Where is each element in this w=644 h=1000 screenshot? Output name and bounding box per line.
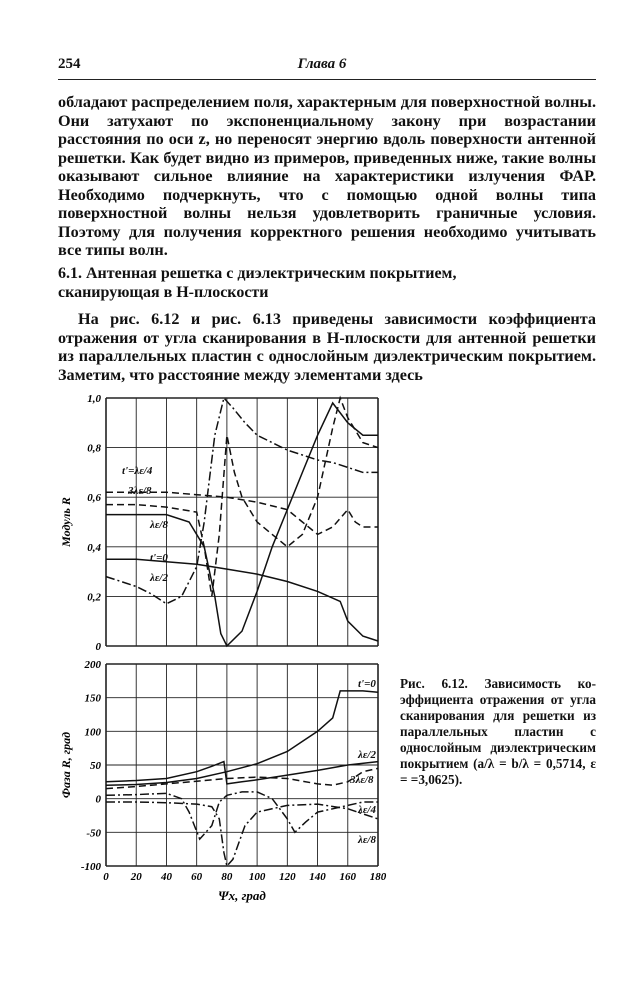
y-axis-label: Фаза R, град xyxy=(59,731,73,799)
y-tick-label: 200 xyxy=(84,659,101,671)
y-tick-label: 100 xyxy=(84,726,101,739)
paragraph-2: На рис. 6.12 и рис. 6.13 приведены зависимости коэффициента отражения от угла сканирования в H-плоскости для антенной решетки из параллельных пластин с однослойным диэлектрическим покрытием. Заметим, что расстояние между элементами здесь xyxy=(58,310,596,384)
y-tick-label: 0,8 xyxy=(87,442,101,455)
y-axis-label: Модуль R xyxy=(59,497,73,547)
series-label: λε/8 xyxy=(358,834,376,846)
paragraph-1: обладают распределением поля, характерным для поверхностной волны. Они затухают по экспоненциальному закону при возрастании расстояния по оси z, но переносят энергию вдоль поверхности антенной решетки. Как будет видно из примеров, приведенных ниже, такие волны оказывают сильное влияние на характеристики излучения ФАР. Необходимо подчеркнуть, что с помощью одной волны типа поверхностной волны нельзя удовлетворить граничные условия. Поэтому для получения корректного решения необходимо учитывать все типы волн. xyxy=(58,93,596,259)
y-tick-label: -100 xyxy=(80,861,101,873)
running-head: Глава 6 xyxy=(297,56,347,72)
header-rule xyxy=(58,79,596,80)
x-tick-label: 120 xyxy=(279,871,296,883)
series-label: 3λε/8 xyxy=(350,774,374,786)
x-tick-label: 100 xyxy=(248,871,266,883)
series-label: 3λε/8 xyxy=(128,485,152,497)
series-label: t'=0 xyxy=(150,552,168,564)
x-tick-label: 140 xyxy=(309,871,326,883)
y-tick-label: 50 xyxy=(90,760,101,772)
series-label: λε/2 xyxy=(358,749,376,761)
series-label: t'=λε/4 xyxy=(122,465,153,477)
x-tick-label: 20 xyxy=(130,871,142,883)
y-tick-label: 0 xyxy=(95,641,101,653)
x-tick-label: 80 xyxy=(221,871,233,883)
series-line xyxy=(106,403,378,646)
section-heading xyxy=(58,264,596,302)
section-heading-line-1: 6.1. Антенная решетка с диэлектрическим покрытием, xyxy=(58,265,457,282)
series-label: λε/8 xyxy=(150,519,168,531)
series-line xyxy=(106,398,378,604)
series-line xyxy=(106,768,378,788)
figure-svg xyxy=(58,388,398,908)
y-tick-label: 0,2 xyxy=(87,591,101,604)
y-tick-label: 150 xyxy=(84,692,101,705)
page-number: 254 xyxy=(58,56,81,72)
series-line xyxy=(106,559,378,641)
x-tick-label: 0 xyxy=(103,871,109,883)
y-tick-label: 0,6 xyxy=(87,492,101,505)
y-tick-label: 0,4 xyxy=(87,541,101,554)
y-tick-label: 0 xyxy=(95,793,101,806)
figure-caption: Рис. 6.12. Зависимость коэффициента отражения от угла сканирования для решетки из параллельных пластин с однослойным диэлектрическим покрытием (a/λ = b/λ = 0,5714, ε = =3,0625). xyxy=(400,676,596,787)
y-tick-label: -50 xyxy=(86,827,101,840)
x-tick-label: 40 xyxy=(160,871,172,883)
section-heading-line-2: сканирующая в H-плоскости xyxy=(58,284,269,301)
series-line xyxy=(106,691,378,785)
series-label: t'=0 xyxy=(358,678,376,690)
x-axis-label: Ψx, град xyxy=(218,888,266,903)
figure-6-12 xyxy=(58,388,398,908)
series-line xyxy=(106,492,378,534)
series-label: λε/2 xyxy=(150,572,168,584)
series-label: λε/4 xyxy=(358,804,376,816)
x-tick-label: 160 xyxy=(339,871,357,883)
series-line xyxy=(106,802,378,866)
x-tick-label: 180 xyxy=(369,871,387,883)
y-tick-label: 1,0 xyxy=(87,393,101,405)
x-tick-label: 60 xyxy=(191,871,203,883)
